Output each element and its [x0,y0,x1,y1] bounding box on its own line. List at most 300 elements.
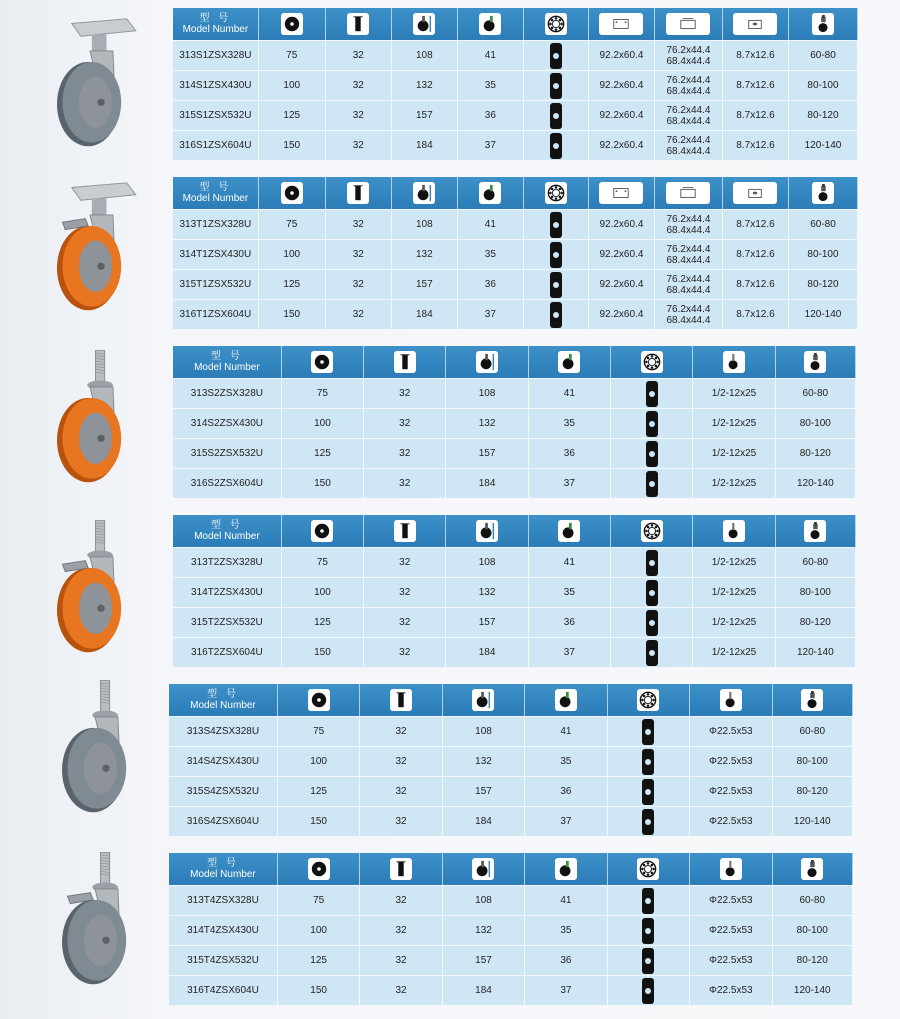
w-cell: 32 [360,916,442,945]
caster-product-section [0,684,900,844]
bearing-cell [611,638,693,667]
bearing-ball-dot [649,391,655,397]
bearing-ball-icon [642,888,654,914]
stem-cell: 1/2-12x25 [693,469,775,498]
w-cell: 32 [364,379,446,408]
bolt-cell: 8.7x12.6 [723,270,789,299]
w-cell: 32 [360,717,442,746]
load-capacity-header [776,346,856,378]
load-cell: 60-80 [773,886,853,915]
bolt-hole-size-icon [733,13,777,35]
tread-width-header [360,684,442,716]
model-number-cell: 315S2ZSX532U [173,439,282,468]
model-number-header [169,853,278,885]
stem-cell: 1/2-12x25 [693,578,775,607]
orange-caster-wheel-icon [35,350,145,493]
o-cell: 41 [529,379,611,408]
table-row [173,547,856,577]
bolt-spacing-a: 76.2x44.4 [666,213,711,225]
bolt-cell: 8.7x12.6 [723,41,789,70]
bearing-ball-icon [646,381,658,407]
plate-cell: 92.2x60.4 [589,300,655,329]
load-cell: 120-140 [789,300,858,329]
h-cell: 157 [446,439,528,468]
load-height-header [392,177,458,209]
bearing-cell [524,300,589,329]
bearing-ball-icon [646,640,658,666]
bolt-cell: 8.7x12.6 [723,71,789,100]
h-cell: 132 [446,409,528,438]
load-height-header [446,515,528,547]
stem-cell: 1/2-12x25 [693,409,775,438]
h-cell: 132 [446,578,528,607]
load-height-icon [472,689,494,711]
bearing-cell [524,210,589,239]
bearing-ball-icon [550,73,562,99]
o-cell: 36 [525,777,607,806]
h-cell: 184 [443,807,525,836]
stem-cell: Φ22.5x53 [690,807,772,836]
stem-icon [723,520,745,542]
bearing-cell [611,409,693,438]
load-height-icon [476,351,498,373]
table-row [173,100,858,130]
caster-product-section [0,853,900,1013]
model-header-en: Model Number [182,193,249,204]
wheel-diameter-header [282,515,364,547]
bearing-ball-dot [649,620,655,626]
plate-cell: 92.2x60.4 [589,240,655,269]
load-capacity-icon [804,520,826,542]
bolt-spacing-b: 68.4x44.4 [666,145,711,157]
w-cell: 32 [326,240,392,269]
w-cell: 32 [326,131,392,160]
o-cell: 35 [525,916,607,945]
load-cell: 80-120 [773,946,853,975]
bearing-cell [524,71,589,100]
model-header-en: Model Number [194,362,260,373]
h-cell: 108 [446,379,528,408]
o-cell: 37 [529,638,611,667]
tread-width-icon [347,13,369,35]
bolt-spacing-b: 68.4x44.4 [666,85,711,97]
d-cell: 125 [259,270,326,299]
o-cell: 35 [525,747,607,776]
bearing-ball-dot [645,958,651,964]
w-cell: 32 [326,270,392,299]
bolt-hole-spacing-icon [666,182,710,204]
load-capacity-icon [812,13,834,35]
orange-caster-wheel-icon [35,178,145,321]
bearing-cell [611,578,693,607]
load-cell: 120-140 [773,807,853,836]
model-number-cell: 316S1ZSX604U [173,131,259,160]
load-cell: 120-140 [773,976,853,1005]
bearing-cell [611,548,693,577]
h-cell: 157 [446,608,528,637]
load-capacity-header [776,515,856,547]
w-cell: 32 [364,469,446,498]
d-cell: 75 [259,210,326,239]
table-row [173,468,856,498]
load-capacity-header [789,8,858,40]
w-cell: 32 [360,747,442,776]
holes-cell [655,300,723,329]
tread-width-header [326,177,392,209]
bearing-ball-icon [642,948,654,974]
table-row [173,130,858,160]
load-cell: 60-80 [789,210,858,239]
d-cell: 100 [259,71,326,100]
load-height-icon [413,182,435,204]
load-cell: 80-100 [789,71,858,100]
spec-table [173,8,858,160]
table-row [169,885,853,915]
load-cell: 80-120 [776,439,856,468]
bearing-ball-icon [646,441,658,467]
bearing-header [524,177,589,209]
stem-cell: Φ22.5x53 [690,747,772,776]
model-number-cell: 314S4ZSX430U [169,747,278,776]
table-row [169,776,853,806]
offset-icon [555,689,577,711]
d-cell: 125 [278,946,360,975]
plate-cell: 92.2x60.4 [589,41,655,70]
stem-icon [723,351,745,373]
w-cell: 32 [360,886,442,915]
model-number-cell: 313S1ZSX328U [173,41,259,70]
load-capacity-icon [812,182,834,204]
load-height-header [392,8,458,40]
load-cell: 80-120 [789,101,858,130]
holes-cell [655,240,723,269]
bolt-hole-spacing-header [655,177,723,209]
d-cell: 125 [282,439,364,468]
h-cell: 184 [392,131,458,160]
bearing-cell [608,886,690,915]
bearing-ball-dot [553,252,559,258]
model-number-cell: 314S2ZSX430U [173,409,282,438]
model-number-cell: 315T1ZSX532U [173,270,259,299]
d-cell: 150 [278,807,360,836]
load-cell: 60-80 [776,379,856,408]
h-cell: 157 [443,946,525,975]
plate-cell: 92.2x60.4 [589,101,655,130]
o-cell: 37 [525,807,607,836]
bearing-ball-icon [550,212,562,238]
w-cell: 32 [360,976,442,1005]
bearing-ball-dot [553,143,559,149]
bearing-ball-icon [642,809,654,835]
offset-icon [555,858,577,880]
load-height-icon [476,520,498,542]
w-cell: 32 [360,946,442,975]
model-number-cell: 313T4ZSX328U [169,886,278,915]
stem-header [693,346,775,378]
d-cell: 100 [282,409,364,438]
h-cell: 108 [446,548,528,577]
bearing-cell [524,270,589,299]
table-row [173,577,856,607]
bearing-cell [608,777,690,806]
bolt-spacing-a: 76.2x44.4 [666,104,711,116]
bearing-ball-dot [553,83,559,89]
table-row [173,637,856,667]
h-cell: 108 [392,210,458,239]
model-number-header [173,177,259,209]
stem-cell: Φ22.5x53 [690,886,772,915]
d-cell: 150 [259,300,326,329]
offset-header [458,177,524,209]
o-cell: 36 [529,608,611,637]
w-cell: 32 [364,548,446,577]
bearing-header [611,515,693,547]
tread-width-icon [390,689,412,711]
load-cell: 120-140 [776,638,856,667]
o-cell: 36 [458,101,524,130]
load-capacity-header [773,853,853,885]
top-plate-icon [599,182,643,204]
h-cell: 132 [443,747,525,776]
stem-icon [720,858,742,880]
bearing-cell [608,916,690,945]
load-cell: 60-80 [789,41,858,70]
d-cell: 75 [282,379,364,408]
w-cell: 32 [326,300,392,329]
caster-product-section [0,177,900,337]
bearing-ball-icon [550,43,562,69]
table-row [173,70,858,100]
bearing-ball-dot [649,590,655,596]
model-number-cell: 316S2ZSX604U [173,469,282,498]
model-number-cell: 314S1ZSX430U [173,71,259,100]
load-cell: 80-120 [773,777,853,806]
stem-cell: Φ22.5x53 [690,916,772,945]
load-cell: 80-100 [776,578,856,607]
model-number-cell: 313S2ZSX328U [173,379,282,408]
d-cell: 75 [259,41,326,70]
bolt-cell: 8.7x12.6 [723,300,789,329]
bearing-cell [611,379,693,408]
bolt-hole-spacing-icon [666,13,710,35]
tread-width-icon [347,182,369,204]
table-row [173,607,856,637]
tread-width-icon [394,520,416,542]
bearing-ball-dot [649,650,655,656]
stem-cell: 1/2-12x25 [693,439,775,468]
o-cell: 35 [529,578,611,607]
tread-width-icon [390,858,412,880]
o-cell: 41 [529,548,611,577]
offset-header [525,853,607,885]
holes-cell [655,71,723,100]
d-cell: 100 [278,747,360,776]
wheel-diameter-header [259,177,326,209]
table-row [173,299,858,329]
wheel-diameter-header [278,853,360,885]
d-cell: 150 [259,131,326,160]
stem-cell: Φ22.5x53 [690,717,772,746]
model-header-cn: 型 号 [207,689,239,700]
w-cell: 32 [360,777,442,806]
load-capacity-header [789,177,858,209]
bearing-icon [641,351,663,373]
w-cell: 32 [364,409,446,438]
table-row [169,945,853,975]
wheel-diameter-icon [311,520,333,542]
model-number-header [173,346,282,378]
stem-cell: 1/2-12x25 [693,548,775,577]
bolt-spacing-b: 68.4x44.4 [666,115,711,127]
load-cell: 80-100 [776,409,856,438]
table-header [173,515,856,547]
spec-table [173,177,858,329]
bearing-ball-icon [646,471,658,497]
bearing-cell [608,946,690,975]
plate-cell: 92.2x60.4 [589,210,655,239]
offset-icon [479,182,501,204]
model-number-cell: 316T1ZSX604U [173,300,259,329]
model-number-header [173,8,259,40]
stem-header [690,684,772,716]
bearing-ball-icon [642,749,654,775]
o-cell: 35 [458,71,524,100]
model-number-cell: 314T1ZSX430U [173,240,259,269]
w-cell: 32 [364,578,446,607]
o-cell: 36 [529,439,611,468]
stem-cell: Φ22.5x53 [690,976,772,1005]
bearing-ball-dot [553,222,559,228]
table-row [173,269,858,299]
model-number-cell: 315T4ZSX532U [169,946,278,975]
bolt-spacing-b: 68.4x44.4 [666,314,711,326]
o-cell: 41 [458,210,524,239]
h-cell: 157 [392,270,458,299]
bearing-cell [608,747,690,776]
bolt-spacing-a: 76.2x44.4 [666,44,711,56]
bearing-ball-icon [646,550,658,576]
offset-icon [558,520,580,542]
spec-table [173,346,856,498]
load-cell: 120-140 [789,131,858,160]
offset-header [529,346,611,378]
table-row [173,40,858,70]
o-cell: 37 [529,469,611,498]
load-cell: 60-80 [773,717,853,746]
load-capacity-header [773,684,853,716]
w-cell: 32 [364,608,446,637]
table-row [169,746,853,776]
d-cell: 125 [278,777,360,806]
tread-width-icon [394,351,416,373]
load-height-header [443,684,525,716]
stem-cell: Φ22.5x53 [690,777,772,806]
caster-product-section [0,515,900,675]
bearing-ball-dot [649,421,655,427]
bearing-ball-dot [649,451,655,457]
d-cell: 75 [282,548,364,577]
bearing-ball-icon [642,719,654,745]
load-cell: 80-100 [773,916,853,945]
top-plate-header [589,8,655,40]
wheel-diameter-icon [308,858,330,880]
bearing-icon [545,182,567,204]
load-cell: 80-120 [776,608,856,637]
model-number-cell: 316S4ZSX604U [169,807,278,836]
bolt-spacing-a: 76.2x44.4 [666,134,711,146]
bearing-ball-dot [645,898,651,904]
stem-cell: Φ22.5x53 [690,946,772,975]
model-number-cell: 314T2ZSX430U [173,578,282,607]
bearing-cell [611,439,693,468]
model-header-en: Model Number [182,24,249,35]
d-cell: 100 [282,578,364,607]
table-header [173,8,858,40]
bearing-ball-dot [645,819,651,825]
wheel-diameter-icon [311,351,333,373]
table-row [173,209,858,239]
stem-icon [720,689,742,711]
bearing-ball-dot [649,481,655,487]
o-cell: 37 [458,131,524,160]
h-cell: 108 [392,41,458,70]
wheel-diameter-icon [308,689,330,711]
w-cell: 32 [364,638,446,667]
bearing-ball-icon [642,918,654,944]
load-height-icon [472,858,494,880]
w-cell: 32 [326,41,392,70]
d-cell: 75 [278,717,360,746]
holes-cell [655,41,723,70]
model-number-cell: 313T2ZSX328U [173,548,282,577]
h-cell: 108 [443,717,525,746]
bearing-ball-dot [553,53,559,59]
plate-cell: 92.2x60.4 [589,71,655,100]
bolt-cell: 8.7x12.6 [723,101,789,130]
o-cell: 37 [525,976,607,1005]
load-capacity-icon [804,351,826,373]
table-row [173,378,856,408]
plate-cell: 92.2x60.4 [589,131,655,160]
model-number-cell: 314T4ZSX430U [169,916,278,945]
bolt-cell: 8.7x12.6 [723,210,789,239]
o-cell: 41 [525,717,607,746]
load-cell: 80-100 [773,747,853,776]
load-height-icon [413,13,435,35]
h-cell: 184 [446,469,528,498]
model-number-cell: 316T4ZSX604U [169,976,278,1005]
bearing-ball-icon [642,779,654,805]
model-header-cn: 型 号 [207,858,239,869]
bearing-icon [637,689,659,711]
bearing-ball-dot [553,113,559,119]
bolt-hole-size-header [723,177,789,209]
bolt-spacing-b: 68.4x44.4 [666,284,711,296]
bolt-spacing-b: 68.4x44.4 [666,254,711,266]
o-cell: 41 [458,41,524,70]
wheel-diameter-icon [281,13,303,35]
load-capacity-icon [801,689,823,711]
model-number-cell: 315T2ZSX532U [173,608,282,637]
table-header [169,853,853,885]
h-cell: 157 [392,101,458,130]
spec-table [173,515,856,667]
caster-product-section [0,8,900,168]
stem-cell: 1/2-12x25 [693,379,775,408]
load-cell: 80-100 [789,240,858,269]
bearing-cell [524,240,589,269]
o-cell: 36 [525,946,607,975]
